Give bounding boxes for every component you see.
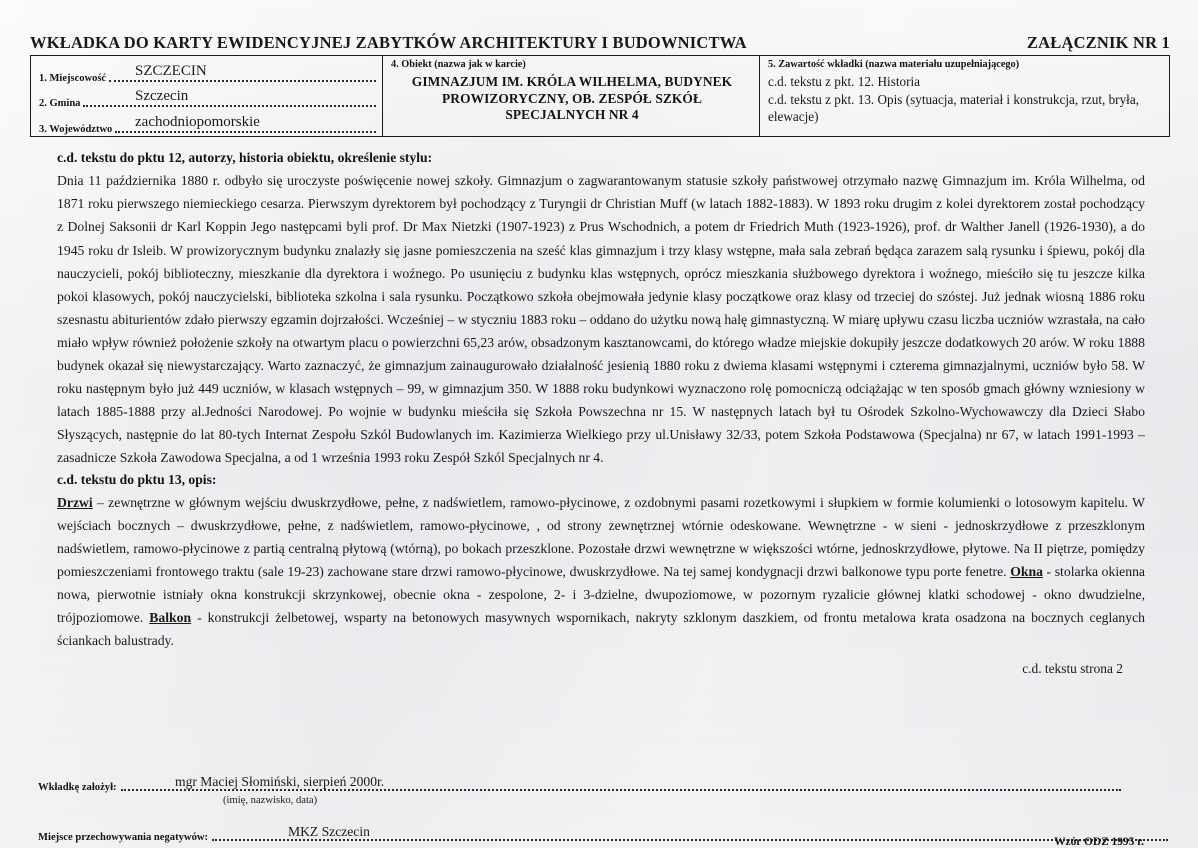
contents-cell bbox=[760, 56, 1169, 136]
negatives-label: Miejsce przechowywania negatywów: bbox=[38, 832, 209, 843]
contents-line-1: c.d. tekstu z pkt. 12. Historia bbox=[768, 74, 920, 90]
page-title: WKŁADKA DO KARTY EWIDENCYJNEJ ZABYTKÓW ARCHITEKTURY I BUDOWNICTWA bbox=[30, 33, 747, 52]
document-body bbox=[57, 148, 1145, 677]
field-gmina-value: Szczecin bbox=[135, 88, 189, 104]
field-wojewodztwo-value: zachodniopomorskie bbox=[135, 113, 260, 130]
section-12-heading: c.d. tekstu do pktu 12, autorzy, historia obiektu, określenie stylu: bbox=[57, 150, 433, 165]
windows-description: - stolarka okienna nowa, pierwotnie istniały okna konstrukcji skrzynkowej, obecnie okna - zespolone, 2- i 3-dzielne, dwupoziomowe, w pozornym ryzalicie głównej klatki schodowej - okno dwudzielne, trójpoziomowe. bbox=[57, 564, 1145, 626]
object-name bbox=[391, 74, 753, 123]
created-by-value: mgr Maciej Słomiński, sierpień 2000r. bbox=[175, 774, 385, 789]
balcony-description: - konstrukcji żelbetowej, wsparty na betonowych masywnych wspornikach, nakryty szklonym daszkiem, od frontu metalowa krata osadzona na bocznych ceglanych ściankach balustrady. bbox=[57, 610, 1145, 649]
footer-gap bbox=[38, 806, 1168, 820]
contents-line-3: elewacje) bbox=[768, 109, 819, 125]
field-miejscowosc-label: 1. Miejscowość bbox=[39, 72, 107, 84]
field-miejscowosc bbox=[39, 59, 376, 85]
keyword-balkon: Balkon bbox=[149, 610, 192, 626]
field-gmina-label: 2. Gmina bbox=[39, 98, 81, 109]
keyword-okna: Okna bbox=[1010, 564, 1043, 580]
negatives-value: MKZ Szczecin bbox=[288, 824, 370, 839]
created-by-label: Wkładkę założył: bbox=[38, 782, 117, 793]
object-caption: 4. Obiekt (nazwa jak w karcie) bbox=[391, 59, 526, 70]
created-by-caption: (imię, nazwisko, data) bbox=[223, 795, 318, 806]
annex-label: ZAŁĄCZNIK NR 1 bbox=[1026, 33, 1170, 52]
doors-description: – zewnętrzne w głównym wejściu dwuskrzydłowe, pełne, z nadświetlem, ramowo-płycinowe, z ozdobnymi pasami rozetkowymi i słupkiem w formie kolumienki o lotosowym kapitelu. W wejściach bocznych – dwuskrzydłowe, pełne, z nadświetlem, ramowo-płycinowe, , od strony zewnętrznej wtórnie odeskowane. Wewnętrzne - w sieni - jednoskrzydłowe z przeszklonym nadświetlem, ramowo-płycinowe z partią centralną płytową (wtórną), po bokach przeszklone. Pozostałe drzwi wewnętrzne w większości wtórne, jednoskrzydłowe, płytowe. Na II piętrze, pomiędzy pomieszczeniami frontowego traktu (sale 19-23) zachowane stare drzwi ramowo-płycinowe, dwuskrzydłowe. Na tej samej kondygnacji drzwi balkonowe typu porte fenetre. bbox=[57, 494, 1145, 580]
continuation-note: c.d. tekstu strona 2 bbox=[1022, 661, 1123, 677]
section-13-heading: c.d. tekstu do pktu 13, opis: bbox=[57, 471, 217, 487]
form-note: Wzór ODZ 1995 r. bbox=[1054, 836, 1144, 848]
object-name-line-1: GIMNAZJUM IM. KRÓLA WILHELMA, BUDYNEK bbox=[411, 74, 733, 90]
field-wojewodztwo bbox=[39, 110, 376, 136]
field-wojewodztwo-label: 3. Województwo bbox=[39, 123, 113, 135]
section-13-text bbox=[57, 491, 1145, 653]
negatives-row bbox=[38, 820, 1168, 848]
location-fields-cell bbox=[31, 56, 383, 136]
dotted-leader bbox=[83, 104, 376, 107]
object-name-line-3: SPECJALNYCH NR 4 bbox=[505, 107, 639, 123]
created-by-row bbox=[38, 770, 1168, 794]
object-name-cell bbox=[383, 56, 760, 136]
header-table bbox=[30, 55, 1170, 137]
contents-line-2: c.d. tekstu z pkt. 13. Opis (sytuacja, materiał i konstrukcja, rzut, bryła, bbox=[768, 91, 1139, 107]
object-name-line-2: PROWIZORYCZNY, OB. ZESPÓŁ SZKÓŁ bbox=[442, 90, 702, 106]
field-miejscowosc-value: SZCZECIN bbox=[135, 62, 207, 79]
document-header-row bbox=[30, 33, 1170, 53]
document-footer bbox=[38, 770, 1168, 848]
keyword-drzwi: Drzwi bbox=[57, 494, 93, 510]
contents-caption: 5. Zawartość wkładki (nazwa materiału uzupełniającego) bbox=[768, 59, 1020, 70]
field-gmina bbox=[39, 85, 376, 111]
section-12-text: Dnia 11 października 1880 r. odbyło się uroczyste poświęcenie nowej szkoły. Gimnazjum o zagwarantowanym statusie szkoły państwowej otrzymało nazwę Gimnazjum im. Króla Wilhelma, od 1871 roku pierwszego niemieckiego cesarza. Pierwszym dyrektorem był pochodzący z Turyngii dr Christian Muff (w latach 1882-1883). W 1893 roku drugim z kolei dyrektorem został pochodzący z Dolnej Saksonii dr Karl Koppin Jego następcami byli prof. Dr Max Nietzki (1907-1923) z Prus Wschodnich, a potem dr Friedrich Muth (1923-1926), prof. dr Walther Janell (1926-1930), a do 1945 roku dr Isleib. W prowizorycznym budynku znalazły się jasne pomieszczenia na sześć klas gimnazjum i trzy klasy wstępne, mała sala zebrań będąca zarazem salą rysunku i śpiewu, pokój dla nauczycieli, pokój biblioteczny, mieszkanie dla dyrektora i woźnego. Po usunięciu z budynku klas wstępnych, oprócz mieszkania służbowego dyrektora i woźnego, mieściło się tu jeszcze kilka pokoi klasowych, pokój nauczycielski, biblioteka szkolna i sala rysunku. Początkowo szkoła obejmowała jedynie klasy początkowe oraz klasy od trzeciej do szóstej. Już jednak wiosną 1886 roku szesnastu abiturientów zdało pierwszy egzamin dojrzałości. Wcześniej – w styczniu 1883 roku – oddano do użytku nową halę gimnastyczną. W miarę upływu czasu liczba uczniów wzrastała, na cało miało wpływ również położenie szkoły na otwartym placu o powierzchni 65,23 arów, obsadzonym kasztanowcami, do którego władze miejskie dokupiły jeszcze dodatkowych 20 arów. W roku 1888 budynek okazał się niewystarczający. Warto zaznaczyć, że gimnazjum zainaugurowało działalność jesienią 1880 roku z dwiema klasami wstępnymi i czterema gimnazjalnymi, uczniów było 58. W roku następnym było już 449 uczniów, w klasach wstępnych – 99, w gimnazjum 350. W 1888 roku budynkowi wyznaczono rolę pomocniczą odciążając w ten sposób gmach główny wzniesiony w latach 1885-1888 przy al.Jedności Narodowej. Po wojnie w budynku mieściła się Szkoła Powszechna nr 15. W następnych latach był tu Ośrodek Szkolno-Wychowawczy dla Dzieci Słabo Słyszących, następnie do lat 80-tych Internat Zespołu Szkól Budowlanych im. Kazimierza Wielkiego przy ul.Unisławy 32/33, potem Szkoła Podstawowa (Specjalna) nr 67, w latach 1991-1993 – zasadnicze Szkoła Zawodowa Specjalna, a od 1 września 1993 roku Zespół Szkól Specjalnych nr 4. bbox=[57, 173, 1145, 466]
